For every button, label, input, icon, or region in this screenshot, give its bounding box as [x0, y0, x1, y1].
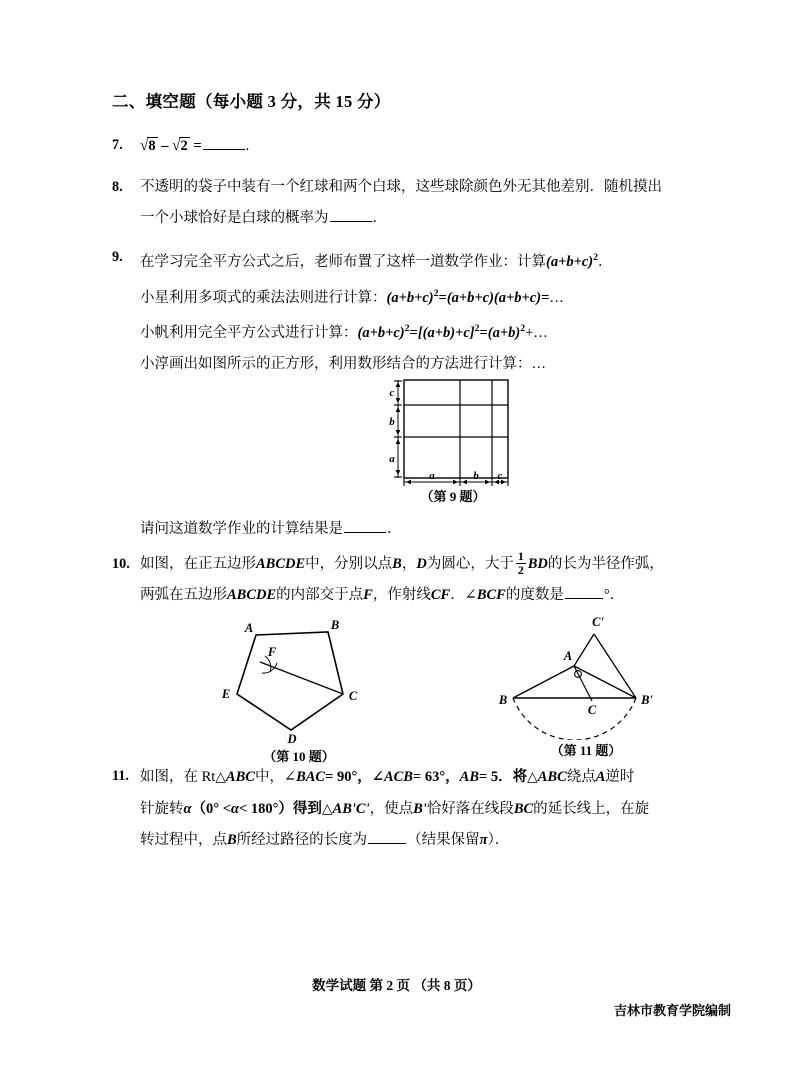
q11-l1-h: AB [459, 769, 479, 786]
figure-10-svg [204, 618, 394, 746]
q11-l3-e: ）． [487, 832, 510, 849]
q11-l1-m: 逆时 [605, 769, 635, 786]
q9-l2-pow1: 2 [433, 287, 439, 299]
q10-l2-g: ．∠ [450, 587, 477, 604]
fig10-label-E: E [221, 687, 231, 701]
figure-10 [204, 618, 394, 766]
q11-l1-i: = 5．将 [479, 769, 528, 786]
figure-9 [368, 376, 538, 504]
fig10-label-B: B [330, 618, 340, 632]
q11-l1-k: 绕点 [566, 769, 596, 786]
q11-l1-b: ABC [225, 769, 255, 786]
q10-l2-d: F [363, 587, 373, 604]
q11-l2-g: 恰好落在线段 [426, 801, 514, 818]
q11-l1-e: = 90°，∠ [325, 769, 384, 786]
q9-l1-pow: 2 [593, 251, 599, 263]
q11-l2-b: （0° < [191, 801, 231, 818]
q10-l2-f: CF [430, 587, 451, 604]
q11-l3-a: 转过程中，点 [140, 832, 227, 849]
fig9-h-label-a: a [429, 470, 435, 482]
q11-l1-a: 如图，在 Rt [140, 769, 216, 786]
section-title: 二、填空题（每小题 3 分，共 15 分） [112, 92, 391, 111]
answer-blank-7[interactable] [203, 135, 245, 150]
q10-l1-d: B [392, 556, 402, 573]
equals-sign: = [193, 137, 202, 154]
answer-blank-8[interactable] [330, 207, 372, 222]
question-10-line-2 [140, 580, 682, 611]
q9-l1-pre: 在学习完全平方公式之后，老师布置了这样一道数学作业：计算 [140, 253, 546, 270]
q11-l1-j: ABC [537, 769, 567, 786]
q10-l1-f: D [416, 556, 427, 573]
sqrt-2: √2 [172, 136, 188, 154]
q10-l1-b: ABCDE [256, 556, 306, 573]
q11-l2-i: 的延长线上，在旋 [533, 801, 650, 818]
question-10-number: 10. [112, 556, 130, 573]
question-9-line-4: 小淳画出如图所示的正方形，利用数形结合的方法进行计算：… [140, 356, 546, 373]
triangle-symbol-icon: △ [215, 769, 226, 785]
triangle-symbol-icon-2: △ [527, 769, 538, 785]
fig9-v-label-a: a [389, 453, 395, 465]
q10-l2-j: °． [603, 587, 625, 604]
figure-9-svg [368, 376, 538, 486]
fig11-label-Bprime: B' [641, 693, 653, 707]
q9-l1-expr: (a+b+c) [546, 253, 594, 270]
q11-l3-pi: π [479, 832, 488, 849]
q9-l3-pow2: 2 [474, 323, 480, 335]
q11-l2-alpha2: α [230, 801, 239, 818]
q9-l3-expr1: (a+b+c) [357, 325, 405, 342]
q9-l3-pow1: 2 [404, 323, 410, 335]
q11-l1-c: 中，∠ [254, 769, 297, 786]
q11-l3-b: B [227, 832, 237, 849]
figure-11 [486, 612, 686, 766]
q11-l2-c: < 180°）得到 [239, 801, 322, 818]
figure-11-svg [486, 612, 686, 740]
q9-l2-expr1: (a+b+c) [386, 289, 434, 306]
q9-l3-pre: 小帆利用完全平方公式进行计算： [140, 325, 358, 342]
question-9-line-1 [140, 242, 682, 278]
question-11 [112, 761, 682, 856]
triangle-symbol-icon-3: △ [321, 801, 333, 817]
question-11-line-2 [140, 793, 682, 825]
question-9-number: 9. [112, 248, 123, 265]
figure-10-caption: （第 10 题） [263, 749, 335, 764]
figure-11-caption: （第 11 题） [550, 743, 622, 758]
q11-l1-f: ACB [383, 769, 413, 786]
question-9-line-2 [140, 278, 682, 314]
q11-l2-alpha: α [183, 801, 192, 818]
q10-l2-h: BCF [476, 587, 506, 604]
fig9-h-label-b: b [473, 470, 479, 482]
q9-l3-expr3: (a+b) [487, 325, 521, 342]
answer-blank-10[interactable] [565, 585, 603, 600]
q11-l1-d: BAC [296, 769, 326, 786]
question-10-line-1 [140, 549, 682, 580]
q11-l2-e: ，使点 [369, 801, 414, 818]
q11-l2-h: BC [513, 801, 534, 818]
q10-l1-i: 的长为半径作弧， [547, 556, 664, 573]
q10-l2-b: ABCDE [227, 587, 277, 604]
question-8 [112, 172, 682, 234]
q9-l2-eq: = [438, 289, 447, 306]
period-7: . [245, 137, 250, 154]
q10-l1-e: ， [401, 556, 417, 573]
q9-l3-eq1: = [409, 325, 418, 342]
question-11-number: 11. [112, 768, 129, 785]
answer-blank-11[interactable] [368, 830, 406, 845]
fig10-label-D: D [287, 732, 297, 746]
fig11-label-Cprime: C' [592, 615, 604, 629]
fraction-one-half: $\frac{1}{2}$ [517, 549, 524, 577]
answer-blank-9[interactable] [344, 519, 386, 534]
q9-l3-tail: +… [525, 325, 548, 342]
question-7 [112, 130, 682, 162]
q10-l1-g: 为圆心，大于 [426, 556, 514, 573]
fig9-v-label-b: b [389, 416, 395, 428]
fig10-label-A: A [244, 621, 254, 635]
question-9-line-5 [140, 514, 682, 545]
q10-l1-c: 中，分别以点 [305, 556, 393, 573]
q9-l2-expr2: (a+b+c)(a+b+c)= [446, 289, 550, 306]
figure-9-caption: （第 9 题） [420, 489, 486, 504]
q9-l3-pow3: 2 [520, 323, 526, 335]
question-11-line-1 [140, 761, 682, 793]
q11-l1-g: = 63°， [412, 769, 460, 786]
fig9-v-label-c: c [389, 387, 395, 399]
q10-l1-h: BD [527, 556, 548, 573]
q11-l2-f: B' [413, 801, 427, 818]
question-8-text-pre: 一个小球恰好是白球的概率为 [140, 209, 329, 226]
q9-l2-dots: … [549, 289, 564, 306]
q10-l2-i: 的度数是 [505, 587, 564, 604]
q9-l5-post: ． [387, 521, 402, 538]
fig10-label-F: F [267, 645, 277, 659]
minus-sign: – [161, 137, 169, 154]
q11-l1-l: A [595, 769, 606, 786]
q9-l2-pre: 小星利用多项式的乘法法则进行计算： [140, 289, 387, 306]
q10-l2-c: 的内部交于点 [276, 587, 364, 604]
q11-l2-a: 针旋转 [140, 801, 184, 818]
question-8-line-2 [140, 203, 682, 234]
q10-l2-e: ，作射线 [372, 587, 431, 604]
sqrt-8: √8 [140, 136, 156, 154]
question-8-text-post: ． [372, 209, 387, 226]
fig9-h-label-c: c [497, 470, 503, 482]
footer-publisher: 吉林市教育学院编制 [613, 1003, 731, 1018]
question-7-line-1 [140, 130, 682, 162]
q10-l1-a: 如图，在正五边形 [140, 556, 256, 573]
q9-l3-eq2: = [479, 325, 488, 342]
q9-l5-pre: 请问这道数学作业的计算结果是 [140, 521, 343, 538]
question-7-number: 7. [112, 136, 123, 153]
q11-l3-d: （结果保留 [407, 832, 480, 849]
q10-l2-a: 两弧在五边形 [140, 587, 227, 604]
fig11-label-B: B [498, 693, 508, 707]
q9-l3-expr2: [(a+b)+c] [417, 325, 475, 342]
question-8-line-1: 不透明的袋子中装有一个红球和两个白球，这些球除颜色外无其他差别．随机摸出 [140, 178, 662, 195]
fig10-label-C: C [348, 689, 358, 703]
footer-page-info: 数学试题 第 2 页 （共 8 页） [312, 978, 481, 993]
question-9-line-3 [140, 313, 682, 349]
question-11-line-3 [140, 825, 682, 856]
fig11-label-A: A [563, 649, 573, 663]
fig11-label-C: C [587, 703, 597, 717]
q11-l2-d: AB'C' [332, 801, 370, 818]
q11-l3-c: 所经过路径的长度为 [236, 832, 368, 849]
q9-l1-post: ． [598, 253, 613, 270]
question-8-number: 8. [112, 178, 123, 195]
